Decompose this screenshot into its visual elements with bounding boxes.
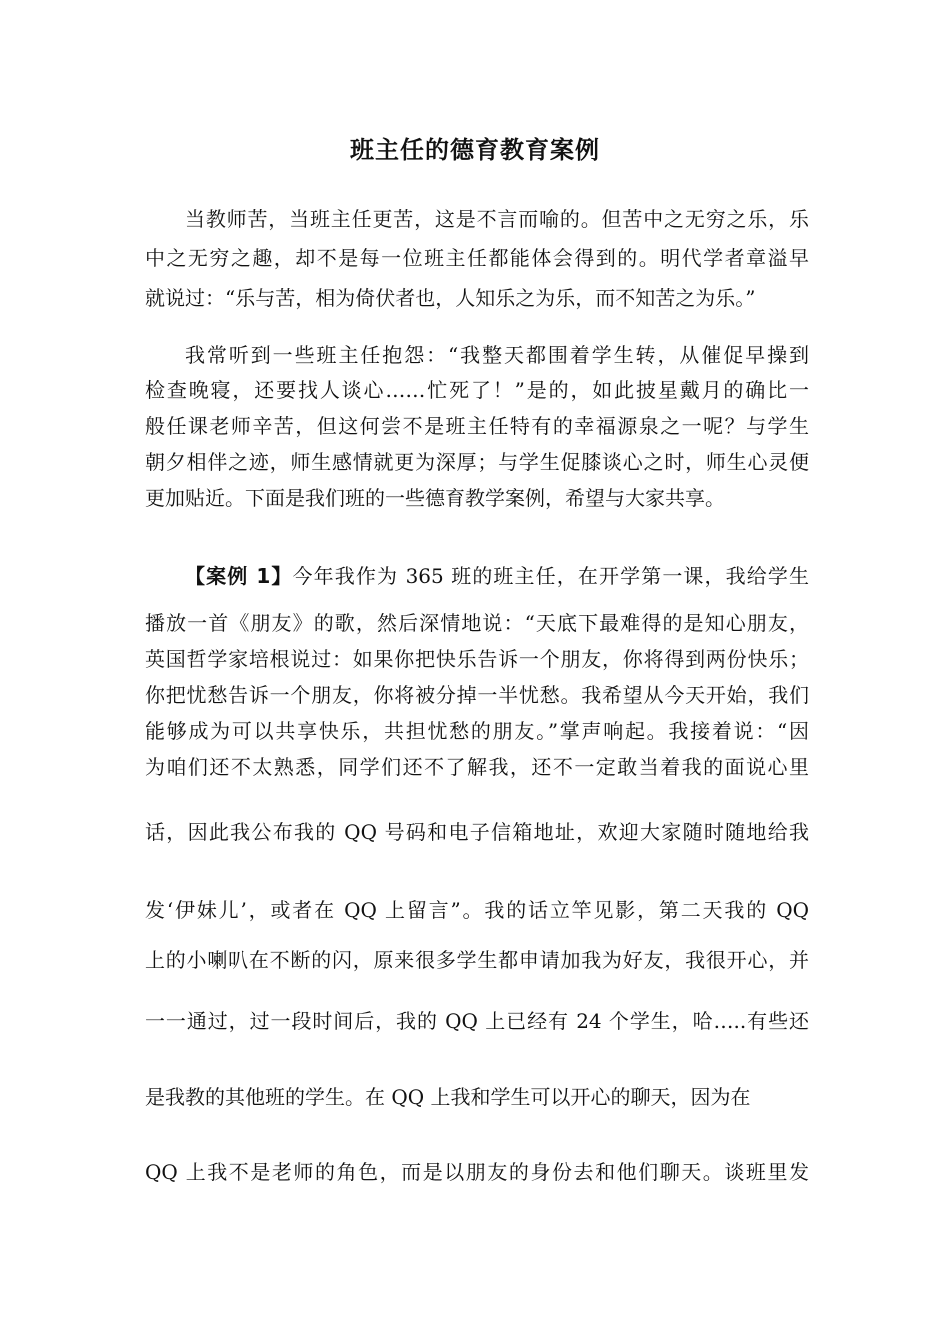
paragraph-2-line-1: 我常听到一些班主任抱怨：“我整天都围着学生转，从催促早操到: [185, 343, 809, 367]
paragraph-1-line-3: 就说过：“乐与苦，相为倚伏者也，人知乐之为乐，而不知苦之为乐。”: [145, 286, 756, 310]
case-1-label: 【案例 1】: [185, 564, 293, 588]
case-1-line-5: 能够成为可以共享快乐，共担忧愁的朋友。”掌声响起。我接着说：“因: [145, 719, 809, 743]
case-1-line-10: 一一通过，过一段时间后，我的 QQ 上已经有 24 个学生，哈…..有些还: [145, 1009, 809, 1033]
case-1-line-1: [185, 561, 809, 591]
paragraph-1-line-2: 中之无穷之趣，却不是每一位班主任都能体会得到的。明代学者章溢早: [145, 246, 809, 270]
case-1-line-2: 播放一首《朋友》的歌，然后深情地说：“天底下最难得的是知心朋友，: [145, 611, 809, 635]
case-1-line-11: 是我教的其他班的学生。在 QQ 上我和学生可以开心的聊天，因为在: [145, 1085, 751, 1109]
case-1-line-6: 为咱们还不太熟悉，同学们还不了解我，还不一定敢当着我的面说心里: [145, 755, 809, 779]
case-1-line-12: QQ 上我不是老师的角色，而是以朋友的身份去和他们聊天。谈班里发: [145, 1160, 809, 1184]
case-1-line-7: 话，因此我公布我的 QQ 号码和电子信箱地址，欢迎大家随时随地给我: [145, 820, 809, 844]
paragraph-2-line-4: 朝夕相伴之迹，师生感情就更为深厚；与学生促膝谈心之时，师生心灵便: [145, 450, 809, 474]
case-1-line-8: 发‘伊妹儿’，或者在 QQ 上留言”。我的话立竿见影，第二天我的 QQ: [145, 898, 809, 922]
paragraph-2-line-3: 般任课老师辛苦，但这何尝不是班主任特有的幸福源泉之一呢？与学生: [145, 414, 809, 438]
paragraph-2-line-5: 更加贴近。下面是我们班的一些德育教学案例，希望与大家共享。: [145, 486, 725, 510]
case-1-line-3: 英国哲学家培根说过：如果你把快乐告诉一个朋友，你将得到两份快乐；: [145, 647, 809, 671]
paragraph-2-line-2: 检查晚寝，还要找人谈心……忙死了！”是的，如此披星戴月的确比一: [145, 378, 809, 402]
document-title: 班主任的德育教育案例: [350, 136, 600, 164]
case-1-line-1-text: 今年我作为 365 班的班主任，在开学第一课，我给学生: [292, 564, 809, 588]
case-1-line-4: 你把忧愁告诉一个朋友，你将被分掉一半忧愁。我希望从今天开始，我们: [145, 683, 809, 707]
case-1-line-9: 上的小喇叭在不断的闪，原来很多学生都申请加我为好友，我很开心，并: [145, 948, 809, 972]
paragraph-1-line-1: 当教师苦，当班主任更苦，这是不言而喻的。但苦中之无穷之乐，乐: [185, 207, 809, 231]
